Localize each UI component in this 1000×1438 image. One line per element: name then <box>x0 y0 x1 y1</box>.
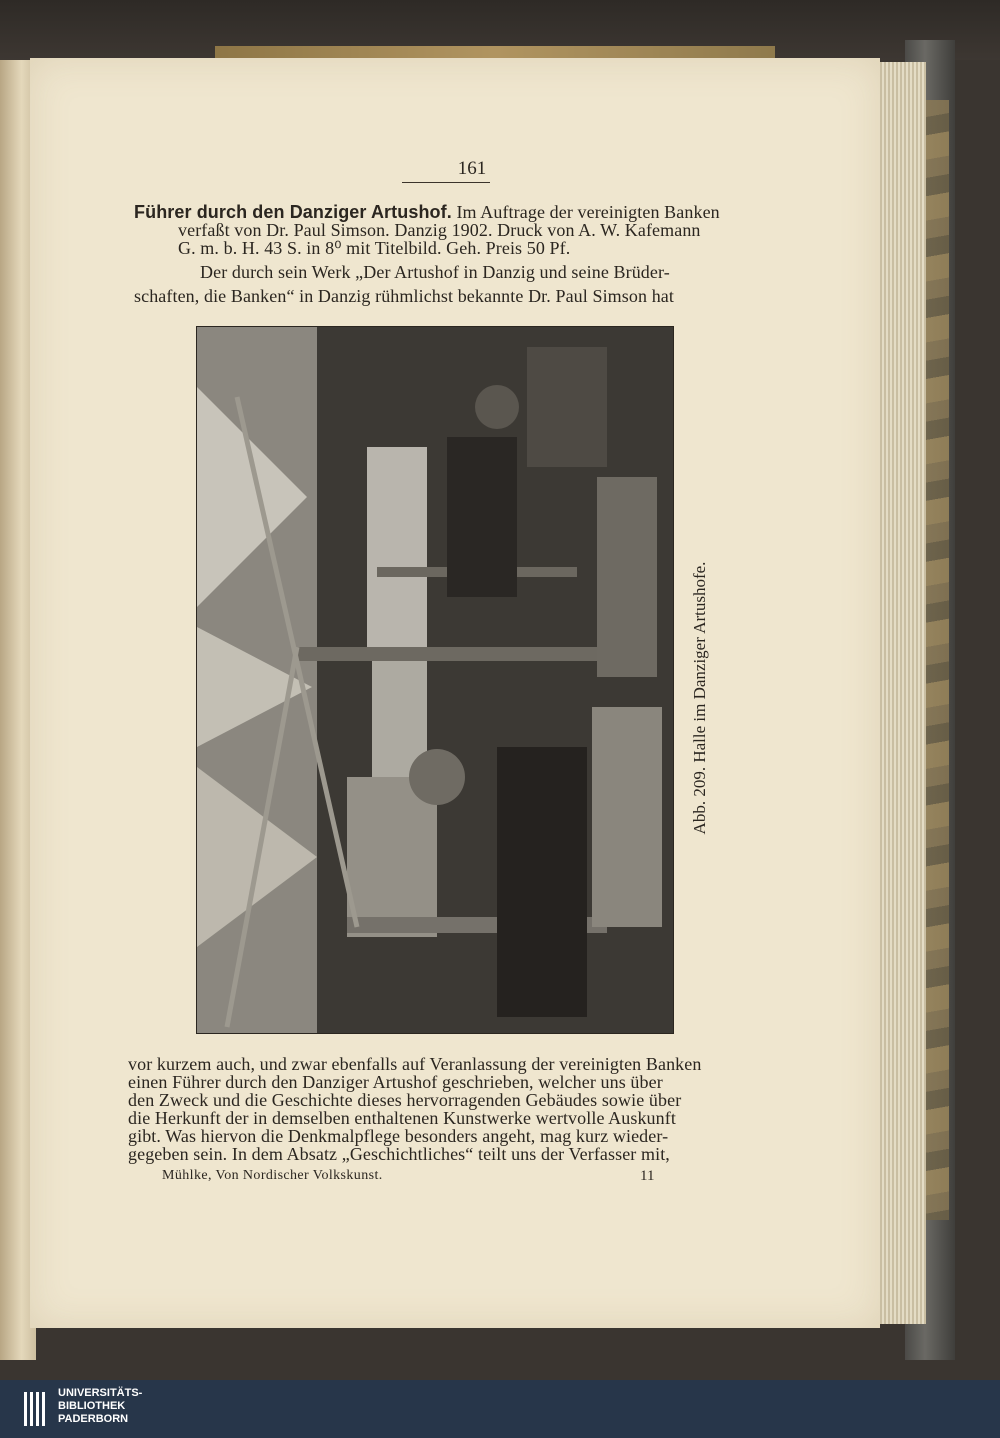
section-heading: Führer durch den Danziger Artushof. <box>134 202 452 222</box>
heading-continuation: Im Auftrage der vereinigten Banken <box>451 202 720 222</box>
signature-mark: 11 <box>640 1168 655 1184</box>
photo-artushof-hall <box>196 326 674 1034</box>
text-line: G. m. b. H. 43 S. in 8⁰ mit Titelbild. Geh. Preis 50 Pf. <box>178 238 571 258</box>
library-name <box>58 1387 142 1426</box>
text-line: die Herkunft der in demselben enthaltenen Kunstwerke wertvolle Auskunft <box>128 1108 676 1128</box>
text-line: gegeben sein. In dem Absatz „Geschichtliches“ teilt uns der Verfasser mit, <box>128 1144 670 1164</box>
text-line: gibt. Was hiervon die Denkmalpflege besonders angeht, mag kurz wieder- <box>128 1126 669 1146</box>
figure-caption-box <box>680 528 709 878</box>
library-name-line: PADERBORN <box>58 1413 129 1425</box>
text-line: Der durch sein Werk „Der Artushof in Danzig und seine Brüder- <box>200 262 670 282</box>
library-banner <box>0 1380 1000 1438</box>
text-line: schaften, die Banken“ in Danzig rühmlichst bekannte Dr. Paul Simson hat <box>134 286 674 306</box>
library-name-line: BIBLIOTHEK <box>58 1400 126 1412</box>
text-line: verfaßt von Dr. Paul Simson. Danzig 1902. Druck von A. W. Kafemann <box>178 220 701 240</box>
hall-illustration <box>197 327 673 1033</box>
header-rule <box>402 182 490 183</box>
book-page <box>30 58 880 1328</box>
text-line: vor kurzem auch, und zwar ebenfalls auf Veranlassung der vereinigten Banken <box>128 1054 702 1074</box>
library-logo-icon <box>24 1392 50 1426</box>
library-name-line: UNIVERSITÄTS- <box>58 1387 143 1399</box>
footer-author: Mühlke, Von Nordischer Volkskunst. <box>162 1168 383 1183</box>
text-line: den Zweck und die Geschichte dieses hervorragenden Gebäudes sowie über <box>128 1090 682 1110</box>
figure-caption: Abb. 209. Halle im Danziger Artushofe. <box>690 561 709 835</box>
text-line: einen Führer durch den Danziger Artushof geschrieben, welcher uns über <box>128 1072 663 1092</box>
page-number: 161 <box>457 158 487 179</box>
